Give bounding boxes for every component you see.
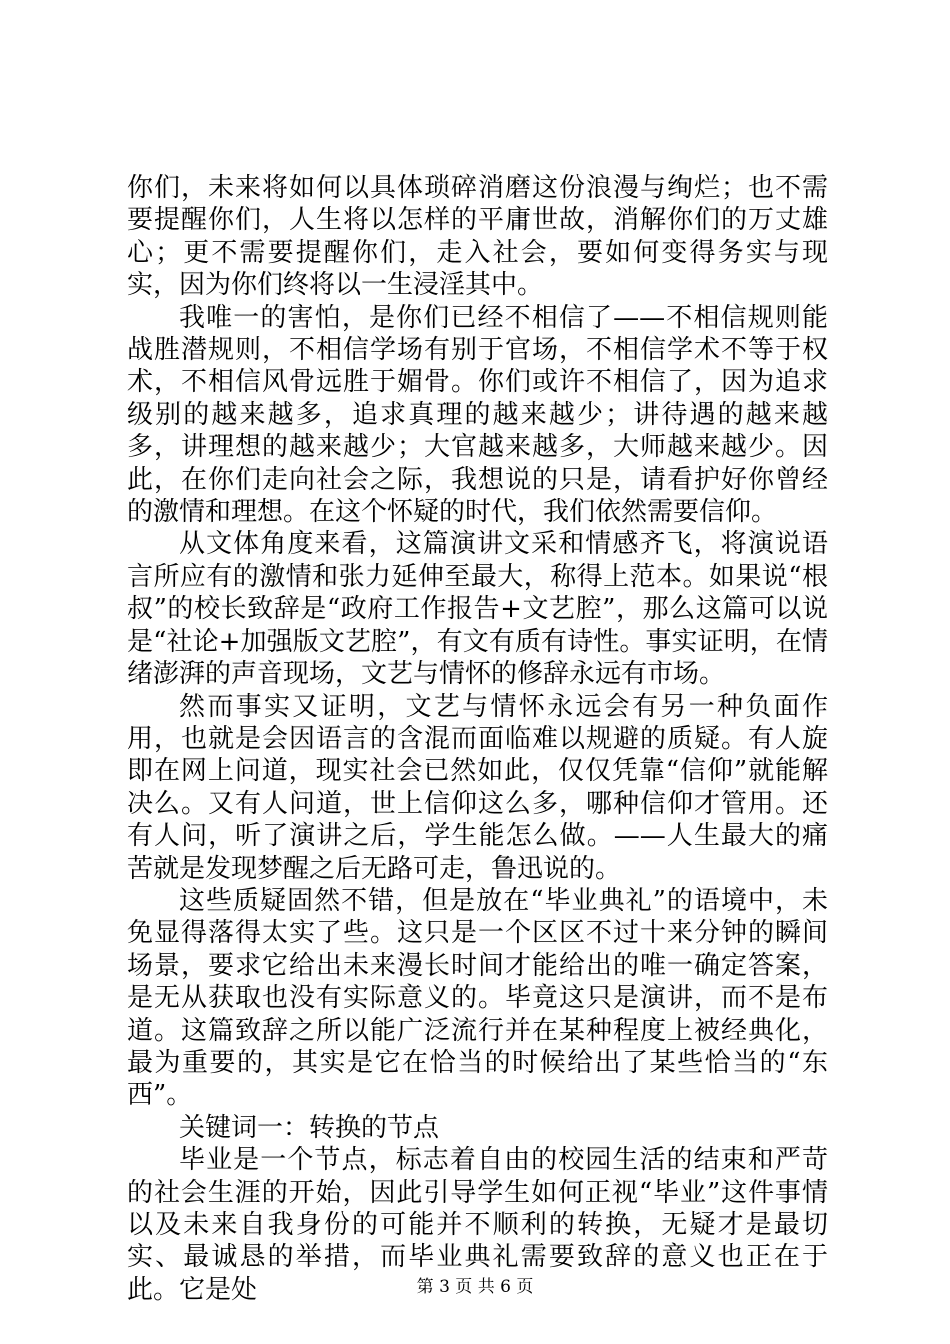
paragraph: 毕业是一个节点，标志着自由的校园生活的结束和严苛的社会生涯的开始，因此引导学生如何正视“毕业”这件事情以及未来自我身份的可能并不顺利的转换，无疑才是最切实、最诚恳的举措，而毕业典礼需要致辞的意义也正在于此。它是处: [127, 1145, 828, 1305]
page-number-footer: 第 3 页 共 6 页: [416, 1277, 534, 1297]
section-heading: 关键词一：转换的节点: [179, 1112, 440, 1143]
body-text: [127, 172, 828, 1306]
paragraph: 我唯一的害怕，是你们已经不相信了——不相信规则能战胜潜规则，不相信学场有别于官场，不相信学术不等于权术，不相信风骨远胜于媚骨。你们或许不相信了，因为追求级别的越来越多，追求真理的越来越少；讲待遇的越来越多，讲理想的越来越少；大官越来越多，大师越来越少。因此，在你们走向社会之际，我想说的只是，请看护好你曾经的激情和理想。在这个怀疑的时代，我们依然需要信仰。: [127, 302, 828, 528]
paragraph: 然而事实又证明，文艺与情怀永远会有另一种负面作用，也就是会因语言的含混而面临难以规避的质疑。有人旋即在网上问道，现实社会已然如此，仅仅凭靠“信仰”就能解决么。又有人问道，世上信仰这么多，哪种信仰才管用。还有人问，听了演讲之后，学生能怎么做。——人生最大的痛苦就是发现梦醒之后无路可走，鲁迅说的。: [127, 691, 828, 884]
paragraph-continued: 你们，未来将如何以具体琐碎消磨这份浪漫与绚烂；也不需要提醒你们，人生将以怎样的平庸世故，消解你们的万丈雄心；更不需要提醒你们，走入社会，要如何变得务实与现实，因为你们终将以一生浸淫其中。: [127, 173, 828, 301]
paragraph: 从文体角度来看，这篇演讲文采和情感齐飞，将演说语言所应有的激情和张力延伸至最大，称得上范本。如果说“根叔”的校长致辞是“政府工作报告+文艺腔”，那么这篇可以说是“社论+加强版文艺腔”，有文有质有诗性。事实证明，在情绪澎湃的声音现场，文艺与情怀的修辞永远有市场。: [127, 529, 828, 690]
paragraph: 这些质疑固然不错，但是放在“毕业典礼”的语境中，未免显得落得太实了些。这只是一个区区不过十来分钟的瞬间场景，要求它给出未来漫长时间才能给出的唯一确定答案，是无从获取也没有实际意义的。毕竟这只是演讲，而不是布道。这篇致辞之所以能广泛流行并在某种程度上被经典化，最为重要的，其实是它在恰当的时候给出了某些恰当的“东西”。: [127, 885, 828, 1111]
